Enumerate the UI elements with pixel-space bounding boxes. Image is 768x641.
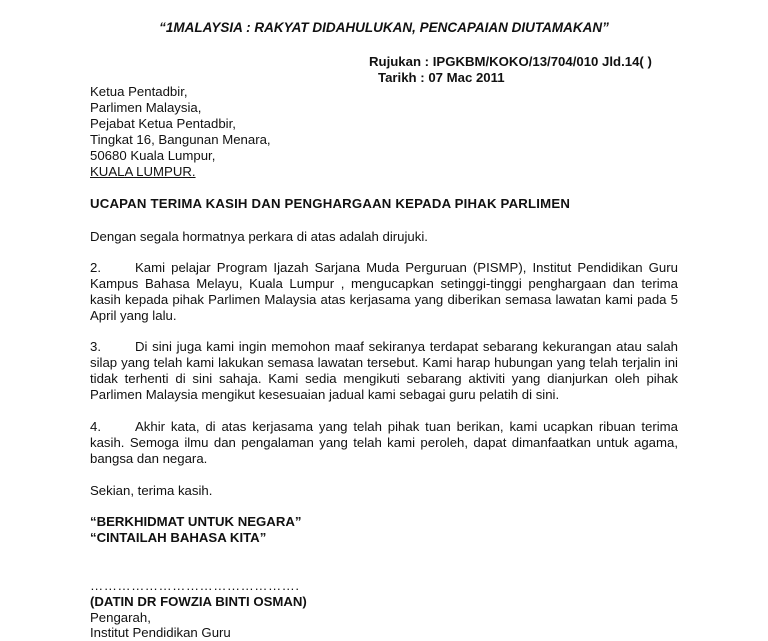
- opening-line: Dengan segala hormatnya perkara di atas adalah dirujuki.: [90, 229, 428, 244]
- slogan-1: “BERKHIDMAT UNTUK NEGARA”: [90, 514, 302, 529]
- recipient-address: [90, 84, 271, 180]
- paragraph-3: [90, 339, 678, 403]
- paragraph-2: [90, 260, 678, 324]
- letter-subject: UCAPAN TERIMA KASIH DAN PENGHARGAAN KEPADA PIHAK PARLIMEN: [90, 196, 571, 211]
- address-line: Parlimen Malaysia,: [90, 100, 202, 115]
- slogan-2: “CINTAILAH BAHASA KITA”: [90, 530, 267, 545]
- signer-institution: Institut Pendidikan Guru: [90, 625, 231, 640]
- paragraph-number: 3.: [90, 339, 101, 354]
- paragraph-number: 4.: [90, 419, 101, 434]
- address-line: Tingkat 16, Bangunan Menara,: [90, 132, 271, 147]
- paragraph-text: Di sini juga kami ingin memohon maaf sekiranya terdapat sebarang kekurangan atau salah silap yang telah kami lakukan semasa lawatan tersebut. Kami harap hubungan yang telah terjalin ini tidak terhenti di sini sahaja. Kami sedia mengikuti sebarang aktiviti yang dianjurkan oleh pihak Parlimen Malaysia mengikut kesesuaian jadual kami sebagai guru pelatih di sini.: [90, 339, 678, 402]
- letter-motto: “1MALAYSIA : RAKYAT DIDAHULUKAN, PENCAPAIAN DIUTAMAKAN”: [159, 20, 609, 35]
- paragraph-text: Akhir kata, di atas kerjasama yang telah pihak tuan berikan, kami ucapkan ribuan terima kasih. Semoga ilmu dan pengalaman yang telah kami peroleh, dapat dimanfaatkan untuk agama, bangsa dan negara.: [90, 419, 678, 466]
- address-line: Pejabat Ketua Pentadbir,: [90, 116, 236, 131]
- address-line: 50680 Kuala Lumpur,: [90, 148, 216, 163]
- paragraph-text: Kami pelajar Program Ijazah Sarjana Muda Perguruan (PISMP), Institut Pendidikan Guru Kampus Bahasa Melayu, Kuala Lumpur , mengucapkan setinggi-tinggi penghargaan dan terima kasih kepada pihak Parlimen Malaysia atas kerjasama yang diberikan semasa lawatan kami pada 5 April yang lalu.: [90, 260, 678, 323]
- paragraph-number: 2.: [90, 260, 101, 275]
- letter-date: Tarikh : 07 Mac 2011: [378, 70, 505, 85]
- address-line-city: KUALA LUMPUR.: [90, 164, 196, 179]
- signature-line: ……………………………………….: [90, 578, 300, 593]
- signer-name: (DATIN DR FOWZIA BINTI OSMAN): [90, 594, 307, 609]
- address-line: Ketua Pentadbir,: [90, 84, 188, 99]
- paragraph-4: [90, 419, 678, 467]
- closing-line: Sekian, terima kasih.: [90, 483, 213, 498]
- signer-position: Pengarah,: [90, 610, 151, 625]
- reference-number: Rujukan : IPGKBM/KOKO/13/704/010 Jld.14( ): [369, 54, 652, 69]
